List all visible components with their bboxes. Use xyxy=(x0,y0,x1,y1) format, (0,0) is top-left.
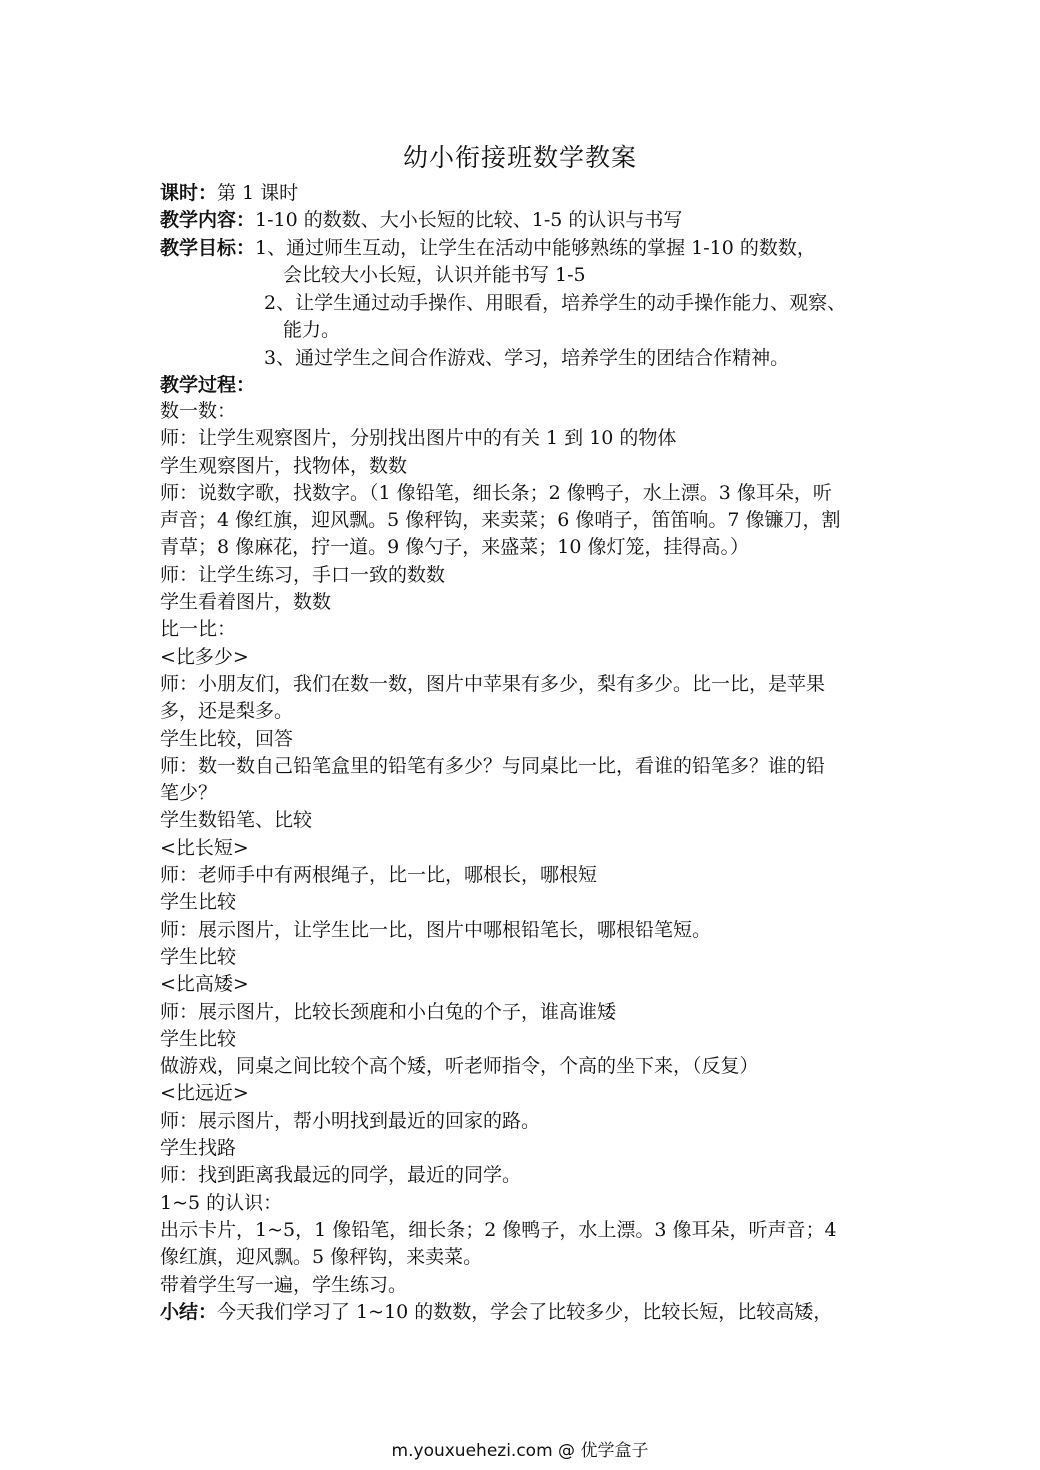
period-value: 第 1 课时 xyxy=(217,182,299,204)
body-line: 师：说数字歌，找数字。（1 像铅笔，细长条；2 像鸭子，水上漂。3 像耳朵，听 xyxy=(160,481,832,504)
body-line: 1~5 的认识： xyxy=(160,1191,283,1214)
content-label: 教学内容： xyxy=(160,209,256,231)
body-line: 笔少？ xyxy=(160,782,218,805)
body-line: 学生比较，回答 xyxy=(160,727,294,750)
body-line: 做游戏，同桌之间比较个高个矮，听老师指令，个高的坐下来，（反复） xyxy=(160,1055,759,1078)
content-row xyxy=(160,207,900,234)
body-line: 像红旗，迎风飘。5 像秤钩，来卖菜。 xyxy=(160,1246,483,1269)
body-line: 比一比： xyxy=(160,618,237,641)
content-value: 1-10 的数数、大小长短的比较、1-5 的认识与书写 xyxy=(255,209,683,231)
goal-1: 1、通过师生互动，让学生在活动中能够熟练的掌握 1-10 的数数， xyxy=(255,237,816,259)
process-body xyxy=(160,398,890,1326)
body-line: 师：让学生观察图片，分别找出图片中的有关 1 到 10 的物体 xyxy=(160,427,677,450)
body-line: 学生比较 xyxy=(160,945,237,968)
goal-2-cont: 能力。 xyxy=(283,319,341,341)
period-label: 课时： xyxy=(160,182,218,204)
body-line: 师：展示图片，帮小明找到最近的回家的路。 xyxy=(160,1109,541,1132)
body-line: 师：让学生练习，手口一致的数数 xyxy=(160,563,446,586)
document-title: 幼小衔接班数学教案 xyxy=(402,143,637,172)
body-line: 数一数： xyxy=(160,400,237,422)
summary-line xyxy=(160,1299,890,1326)
summary-label: 小结： xyxy=(160,1300,218,1323)
body-line: 声音；4 像红旗，迎风飘。5 像秤钩，来卖菜；6 像哨子，笛笛响。7 像镰刀，割 xyxy=(160,509,841,532)
body-line: 师：找到距离我最远的同学，最近的同学。 xyxy=(160,1164,522,1187)
body-line: 多，还是梨多。 xyxy=(160,700,294,723)
body-line: <比长短> xyxy=(160,836,249,859)
summary-value: 今天我们学习了 1~10 的数数，学会了比较多少，比较长短，比较高矮， xyxy=(217,1300,833,1323)
body-line: 学生比较 xyxy=(160,1027,237,1050)
body-line: 出示卡片，1~5，1 像铅笔，细长条；2 像鸭子，水上漂。3 像耳朵，听声音；4 xyxy=(160,1218,837,1241)
body-line: 师：老师手中有两根绳子，比一比，哪根长，哪根短 xyxy=(160,864,598,887)
body-line: 师：数一数自己铅笔盒里的铅笔有多少？与同桌比一比，看谁的铅笔多？谁的铅 xyxy=(160,754,826,777)
goal-3: 3、通过学生之间合作游戏、学习，培养学生的团结合作精神。 xyxy=(264,347,790,369)
body-line: 青草；8 像麻花，拧一道。9 像勺子，来盛菜；10 像灯笼，挂得高。） xyxy=(160,536,749,559)
goal-2: 2、让学生通过动手操作、用眼看，培养学生的动手操作能力、观察、 xyxy=(264,292,847,314)
body-line: 师：小朋友们，我们在数一数，图片中苹果有多少，梨有多少。比一比，是苹果 xyxy=(160,672,826,695)
body-line: 学生观察图片，找物体，数数 xyxy=(160,454,408,477)
body-line: 学生找路 xyxy=(160,1137,237,1160)
body-line: 学生比较 xyxy=(160,891,237,914)
body-line: <比高矮> xyxy=(160,973,249,996)
body-line: 师：展示图片，让学生比一比，图片中哪根铅笔长，哪根铅笔短。 xyxy=(160,918,712,941)
goals-row xyxy=(160,235,816,262)
body-line: 带着学生写一遍，学生练习。 xyxy=(160,1273,408,1296)
body-line: 学生数铅笔、比较 xyxy=(160,809,313,832)
period-row xyxy=(160,180,900,207)
body-line: 学生看着图片，数数 xyxy=(160,591,332,614)
goals-label: 教学目标： xyxy=(160,237,256,259)
body-line: 师：展示图片，比较长颈鹿和小白兔的个子，谁高谁矮 xyxy=(160,1000,617,1023)
body-line: <比多少> xyxy=(160,645,249,668)
body-line: <比远近> xyxy=(160,1082,249,1105)
process-heading: 教学过程： xyxy=(160,374,256,396)
footer-watermark: m.youxuehezi.com @ 优学盒子 xyxy=(391,1441,649,1461)
goal-1-cont: 会比较大小长短，认识并能书写 1-5 xyxy=(283,264,586,286)
